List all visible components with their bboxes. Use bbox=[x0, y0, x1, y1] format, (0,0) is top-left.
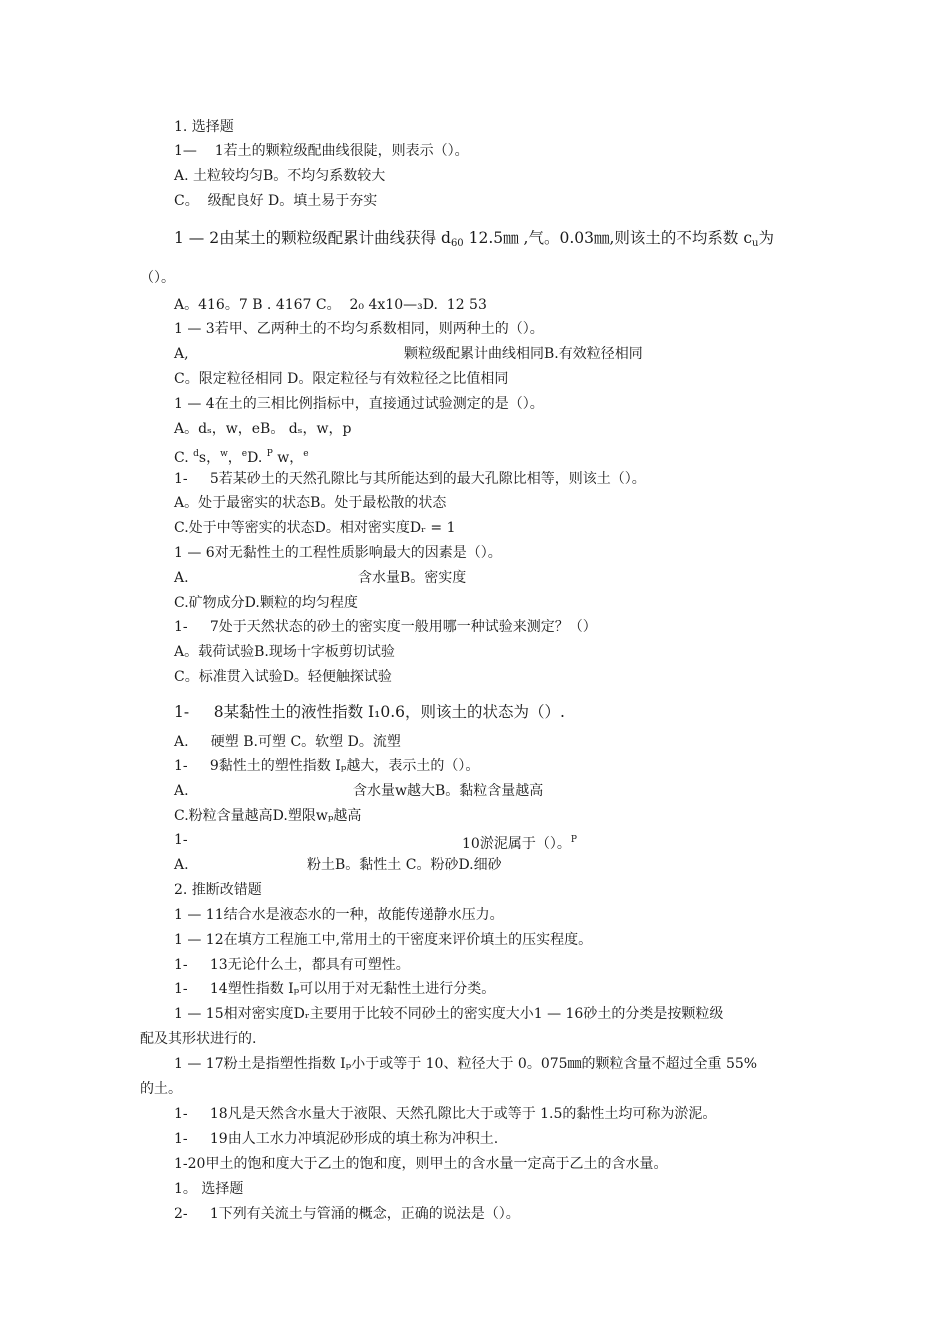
question-2-1: 2- 1下列有关流土与管涌的概念，正确的说法是（）。 bbox=[174, 1206, 520, 1222]
options-1-3-ab: 颗粒级配累计曲线相同B.有效粒径相同 bbox=[404, 346, 643, 362]
question-1-3: 1 — 3若甲、乙两种土的不均匀系数相同，则两种土的（）。 bbox=[174, 321, 544, 337]
q14-cd-sup-e2: e bbox=[303, 449, 309, 459]
question-1-5: 1- 5若某砂土的天然孔隙比与其所能达到的最大孔隙比相等，则该土（）。 bbox=[174, 471, 646, 487]
section-heading-judgement: 2. 推断改错题 bbox=[174, 882, 262, 898]
q12-subscript-60: 60 bbox=[450, 238, 464, 249]
q14-cd-d: D. bbox=[247, 450, 267, 466]
options-1-4-cd bbox=[174, 445, 309, 467]
q12-text-b: 12.5㎜ ,气。0.03㎜,则该土的不均系数 c bbox=[463, 229, 753, 247]
options-1-1-cd: C。 级配良好 D。填土易于夯实 bbox=[174, 193, 378, 209]
options-1-3-cd: C。限定粒径相同 D。限定粒径与有效粒径之比值相同 bbox=[174, 371, 509, 387]
question-1-2 bbox=[174, 229, 774, 253]
q14-cd-a: C. bbox=[174, 450, 194, 466]
options-1-5-cd: C.处于中等密实的状态D。相对密实度Dᵣ = 1 bbox=[174, 520, 456, 536]
options-1-3-label-a: A, bbox=[174, 346, 189, 362]
options-1-4-ab: A。dₛ，w，eB。 dₛ，w，p bbox=[174, 421, 352, 437]
section-heading-choice: 1. 选择题 bbox=[174, 119, 234, 135]
q14-cd-sup-d: d bbox=[193, 449, 199, 459]
statement-1-17: 1 — 17粉土是指塑性指数 Iₚ小于或等于 10、粒径大于 0。075㎜的颗粒含量不超过全重 55% bbox=[174, 1056, 758, 1072]
question-1-9: 1- 9黏性土的塑性指数 Iₚ越大，表示土的（）。 bbox=[174, 758, 480, 774]
statement-1-20: 1-20甲土的饱和度大于乙土的饱和度，则甲土的含水量一定高于乙土的含水量。 bbox=[174, 1156, 668, 1172]
question-1-10-number: 1- bbox=[174, 832, 188, 848]
question-1-6: 1 — 6对无黏性土的工程性质影响最大的因素是（）。 bbox=[174, 545, 502, 561]
q110-text: 10淤泥属于（）。 bbox=[462, 836, 571, 852]
options-1-7-ab: A。载荷试验B.现场十字板剪切试验 bbox=[174, 644, 395, 660]
question-1-1: 1— 1若土的颗粒级配曲线很陡，则表示（）。 bbox=[174, 143, 469, 159]
q12-text-a: 1 — 2由某土的颗粒级配累计曲线获得 d bbox=[174, 229, 451, 247]
q14-cd-sup-e: e bbox=[241, 449, 248, 459]
options-1-9-cd: C.粉粒含量越高D.塑限wₚ越高 bbox=[174, 808, 362, 824]
statement-1-17-continuation: 的土。 bbox=[140, 1081, 182, 1097]
q12-text-c: 为 bbox=[758, 229, 774, 247]
q14-cd-sup-p: P bbox=[266, 449, 273, 459]
statement-1-16-continuation: 配及其形状进行的. bbox=[140, 1031, 257, 1047]
statement-1-13: 1- 13无论什么土，都具有可塑性。 bbox=[174, 957, 410, 973]
statement-1-19: 1- 19由人工水力冲填泥砂形成的填土称为冲积土. bbox=[174, 1131, 499, 1147]
q14-cd-e: w， bbox=[272, 450, 304, 466]
options-1-5-ab: A。处于最密实的状态B。处于最松散的状态 bbox=[174, 495, 447, 511]
options-1-6-ab: 含水量B。密实度 bbox=[358, 570, 467, 586]
options-1-1-ab: A. 土粒较均匀B。不均匀系数较大 bbox=[174, 168, 386, 184]
question-1-10 bbox=[462, 831, 577, 853]
question-1-8: 1- 8某黏性土的液性指数 I₁0.6，则该土的状态为（）. bbox=[174, 703, 565, 721]
options-1-10-label-a: A. bbox=[174, 857, 189, 873]
options-1-9-ab: 含水量w越大B。黏粒含量越高 bbox=[353, 783, 544, 799]
q14-cd-b: s， bbox=[198, 450, 221, 466]
question-1-2-continuation: （）。 bbox=[140, 270, 175, 286]
q110-sup-p: P bbox=[570, 835, 577, 845]
options-1-10: 粉土B。黏性土 C。粉砂D.细砂 bbox=[307, 857, 502, 873]
statement-1-14: 1- 14塑性指数 Iₚ可以用于对无黏性土进行分类。 bbox=[174, 981, 496, 997]
section-heading-choice-2: 1。 选择题 bbox=[174, 1181, 244, 1197]
question-1-4: 1 — 4在土的三相比例指标中，直接通过试验测定的是（）。 bbox=[174, 396, 544, 412]
statement-1-15-16: 1 — 15相对密实度Dᵣ主要用于比较不同砂土的密实度大小1 — 16砂土的分类是按颗粒级 bbox=[174, 1006, 724, 1022]
options-1-8: A. 硬塑 B.可塑 C。软塑 D。流塑 bbox=[174, 734, 401, 750]
options-1-7-cd: C。标准贯入试验D。轻便触探试验 bbox=[174, 669, 392, 685]
options-1-6-label-a: A. bbox=[174, 570, 189, 586]
statement-1-12: 1 — 12在填方工程施工中,常用土的干密度来评价填土的压实程度。 bbox=[174, 932, 593, 948]
options-1-9-label-a: A. bbox=[174, 783, 189, 799]
q14-cd-sup-w: w bbox=[220, 449, 228, 459]
options-1-2: A。416。7 B . 4167 C。 2₀ 4x10—₃D. 12 53 bbox=[174, 297, 487, 313]
q14-cd-c: ， bbox=[227, 450, 242, 466]
statement-1-11: 1 — 11结合水是液态水的一种，故能传递静水压力。 bbox=[174, 907, 504, 923]
options-1-6-cd: C.矿物成分D.颗粒的均匀程度 bbox=[174, 595, 358, 611]
q12-subscript-u: u bbox=[752, 238, 759, 249]
question-1-7: 1- 7处于天然状态的砂土的密实度一般用哪一种试验来测定？（） bbox=[174, 619, 597, 635]
statement-1-18: 1- 18凡是天然含水量大于液限、天然孔隙比大于或等于 1.5的黏性土均可称为淤泥。 bbox=[174, 1106, 717, 1122]
